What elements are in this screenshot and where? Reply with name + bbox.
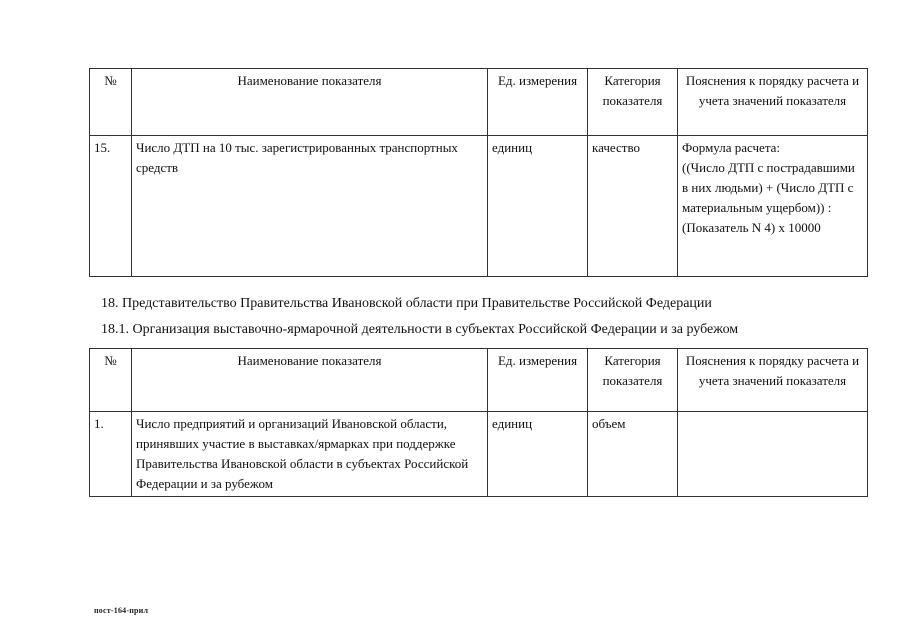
table-header-row: [90, 69, 868, 136]
header-num: №: [90, 349, 132, 412]
header-explanation: Пояснения к порядку расчета и учета значений показателя: [678, 349, 868, 412]
header-name: Наименование показателя: [132, 349, 488, 412]
cell-explanation: [678, 136, 868, 277]
section-heading: 18. Представительство Правительства Ивановской области при Правительстве Российской Федерации: [101, 296, 712, 311]
cell-num: 15.: [90, 136, 132, 277]
cell-category: объем: [588, 412, 678, 497]
table-row: [90, 136, 868, 277]
header-explanation: Пояснения к порядку расчета и учета значений показателя: [678, 69, 868, 136]
header-unit: Ед. измерения: [488, 349, 588, 412]
header-category: Категория показателя: [588, 69, 678, 136]
indicator-table-2: [89, 348, 868, 497]
table-header-row: [90, 349, 868, 412]
cell-explanation: [678, 412, 868, 497]
table-row: [90, 412, 868, 497]
cell-category: качество: [588, 136, 678, 277]
formula-text: ((Число ДТП с пострадавшими в них людьми) + (Число ДТП с материальным ущербом)) : (Показатель N 4) x 10000: [682, 160, 855, 235]
cell-name: Число ДТП на 10 тыс. зарегистрированных транспортных средств: [132, 136, 488, 277]
header-name: Наименование показателя: [132, 69, 488, 136]
formula-label: Формула расчета:: [682, 140, 781, 155]
cell-unit: единиц: [488, 136, 588, 277]
header-category: Категория показателя: [588, 349, 678, 412]
header-unit: Ед. измерения: [488, 69, 588, 136]
section-subheading: 18.1. Организация выставочно-ярмарочной деятельности в субъектах Российской Федерации и за рубежом: [101, 322, 739, 337]
footer-file-label: пост-164-прил: [94, 606, 149, 615]
header-num: №: [90, 69, 132, 136]
cell-name: Число предприятий и организаций Ивановской области, принявших участие в выставках/ярмарках при поддержке Правительства Ивановской области в субъектах Российской Федерации и за рубежом: [132, 412, 488, 497]
indicator-table-1: [89, 68, 868, 277]
cell-num: 1.: [90, 412, 132, 497]
cell-unit: единиц: [488, 412, 588, 497]
